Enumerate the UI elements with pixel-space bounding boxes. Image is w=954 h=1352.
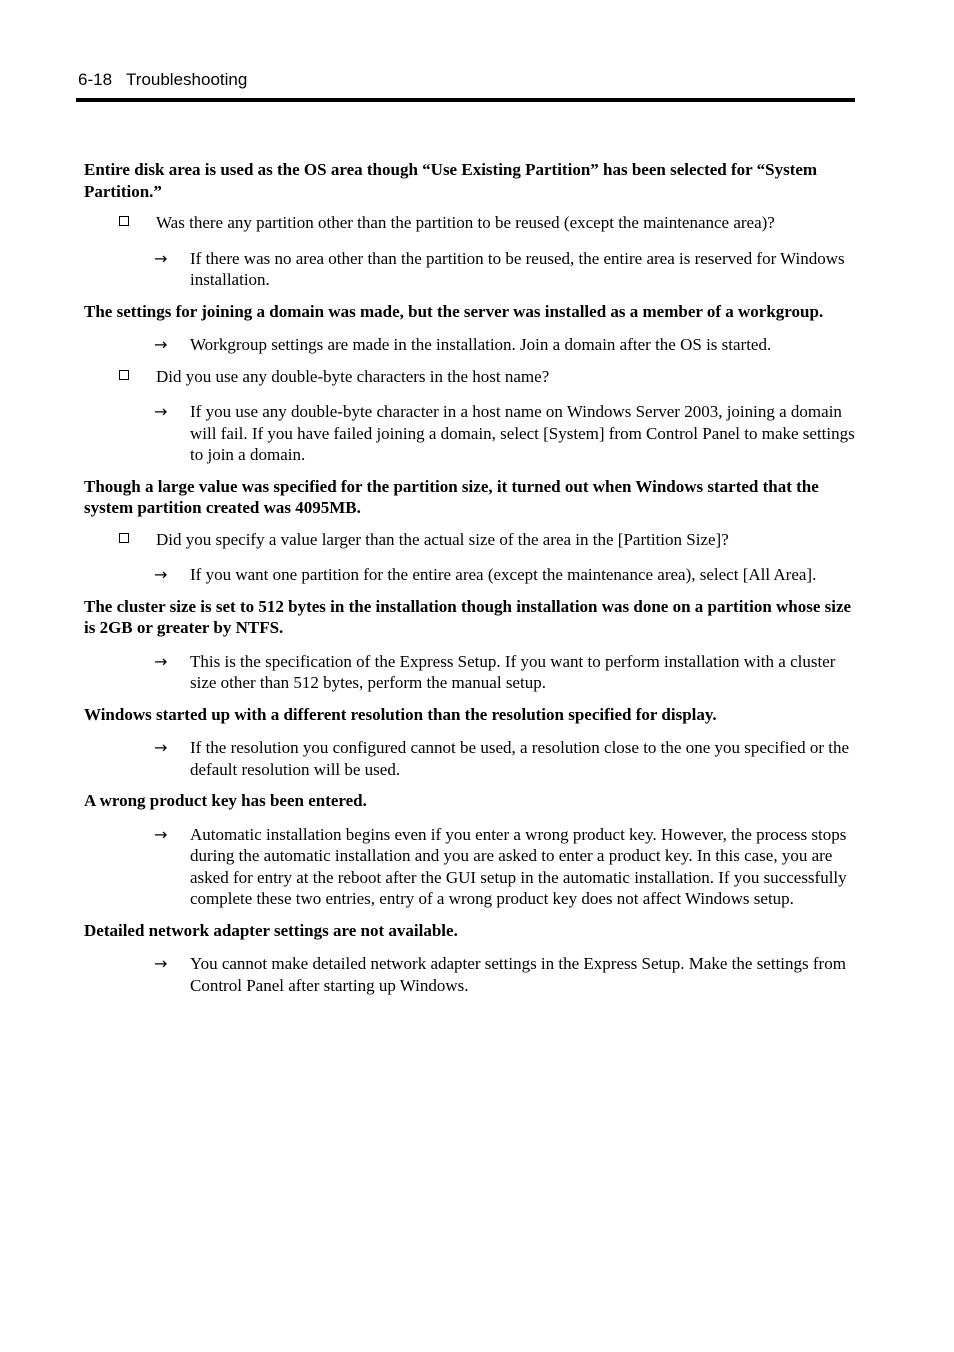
answer-text: This is the specification of the Express Setup. If you want to perform installation with a cluster size other than 512 bytes, perform the manual setup. <box>190 651 836 692</box>
answer-item <box>84 401 855 466</box>
answer-text: You cannot make detailed network adapter settings in the Express Setup. Make the settings from Control Panel after starting up Windows. <box>190 954 846 995</box>
answer-item <box>84 737 855 780</box>
answer-item <box>84 564 855 586</box>
section-heading: The cluster size is set to 512 bytes in the installation though installation was done on a partition whose size is 2GB or greater by NTFS. <box>84 596 852 637</box>
answer-item <box>84 334 855 356</box>
arrow-right-icon: → <box>154 738 168 757</box>
section-heading: Detailed network adapter settings are not available. <box>84 920 458 940</box>
arrow-right-icon: → <box>154 954 168 973</box>
arrow-right-icon: → <box>154 248 168 268</box>
checkbox-icon <box>119 533 129 543</box>
section-heading: A wrong product key has been entered. <box>84 791 367 810</box>
section-network-adapter <box>84 920 855 997</box>
answer-text: Workgroup settings are made in the installation. Join a domain after the OS is started. <box>190 335 772 354</box>
arrow-right-icon: → <box>154 335 168 354</box>
answer-item <box>84 824 855 910</box>
answer-item <box>84 248 855 291</box>
question-item <box>84 212 855 234</box>
section-heading: Entire disk area is used as the OS area though “Use Existing Partition” has been selected for “System Partition.” <box>84 160 818 201</box>
section-resolution <box>84 704 855 781</box>
answer-item <box>84 953 855 996</box>
arrow-right-icon: → <box>154 565 168 584</box>
answer-text: If the resolution you configured cannot be used, a resolution close to the one you specified or the default resolution will be used. <box>190 738 850 779</box>
section-partition-size <box>84 476 855 586</box>
page-number: 6-18 <box>78 70 113 89</box>
answer-text: Automatic installation begins even if you enter a wrong product key. However, the process stops during the automatic installation and you are asked to enter a product key. In this case, you are asked for entry at the reboot after the GUI setup in the automatic installation. If you successfully complete these two entries, entry of a wrong product key does not affect Windows setup. <box>190 824 847 908</box>
section-title: Troubleshooting <box>126 70 248 89</box>
question-text: Was there any partition other than the partition to be reused (except the maintenance area)? <box>156 213 775 232</box>
document-body <box>84 159 855 1006</box>
question-text: Did you use any double-byte characters in the host name? <box>156 366 550 386</box>
arrow-right-icon: → <box>154 402 168 421</box>
checkbox-icon <box>119 216 129 226</box>
section-product-key <box>84 790 855 910</box>
section-heading: The settings for joining a domain was made, but the server was installed as a member of a workgroup. <box>84 301 824 321</box>
question-item <box>84 529 855 551</box>
checkbox-icon <box>119 370 129 380</box>
answer-text: If you want one partition for the entire area (except the maintenance area), select [All Area]. <box>190 565 817 584</box>
question-text: Did you specify a value larger than the actual size of the area in the [Partition Size]? <box>156 529 729 549</box>
section-heading: Though a large value was specified for the partition size, it turned out when Windows started that the system partition created was 4095MB. <box>84 476 819 517</box>
question-item <box>84 366 855 388</box>
arrow-right-icon: → <box>154 651 168 671</box>
answer-text: If you use any double-byte character in a host name on Windows Server 2003, joining a domain will fail. If you have failed joining a domain, select [System] from Control Panel to make settings to join a domain. <box>190 402 855 464</box>
page-header <box>78 68 855 92</box>
section-heading: Windows started up with a different resolution than the resolution specified for display. <box>84 704 717 724</box>
answer-item <box>84 651 855 694</box>
arrow-right-icon: → <box>154 824 168 844</box>
section-cluster-size <box>84 596 855 694</box>
section-domain <box>84 301 855 466</box>
section-partition <box>84 159 855 291</box>
answer-text: If there was no area other than the partition to be reused, the entire area is reserved for Windows installation. <box>190 248 845 289</box>
header-rule <box>76 98 855 102</box>
